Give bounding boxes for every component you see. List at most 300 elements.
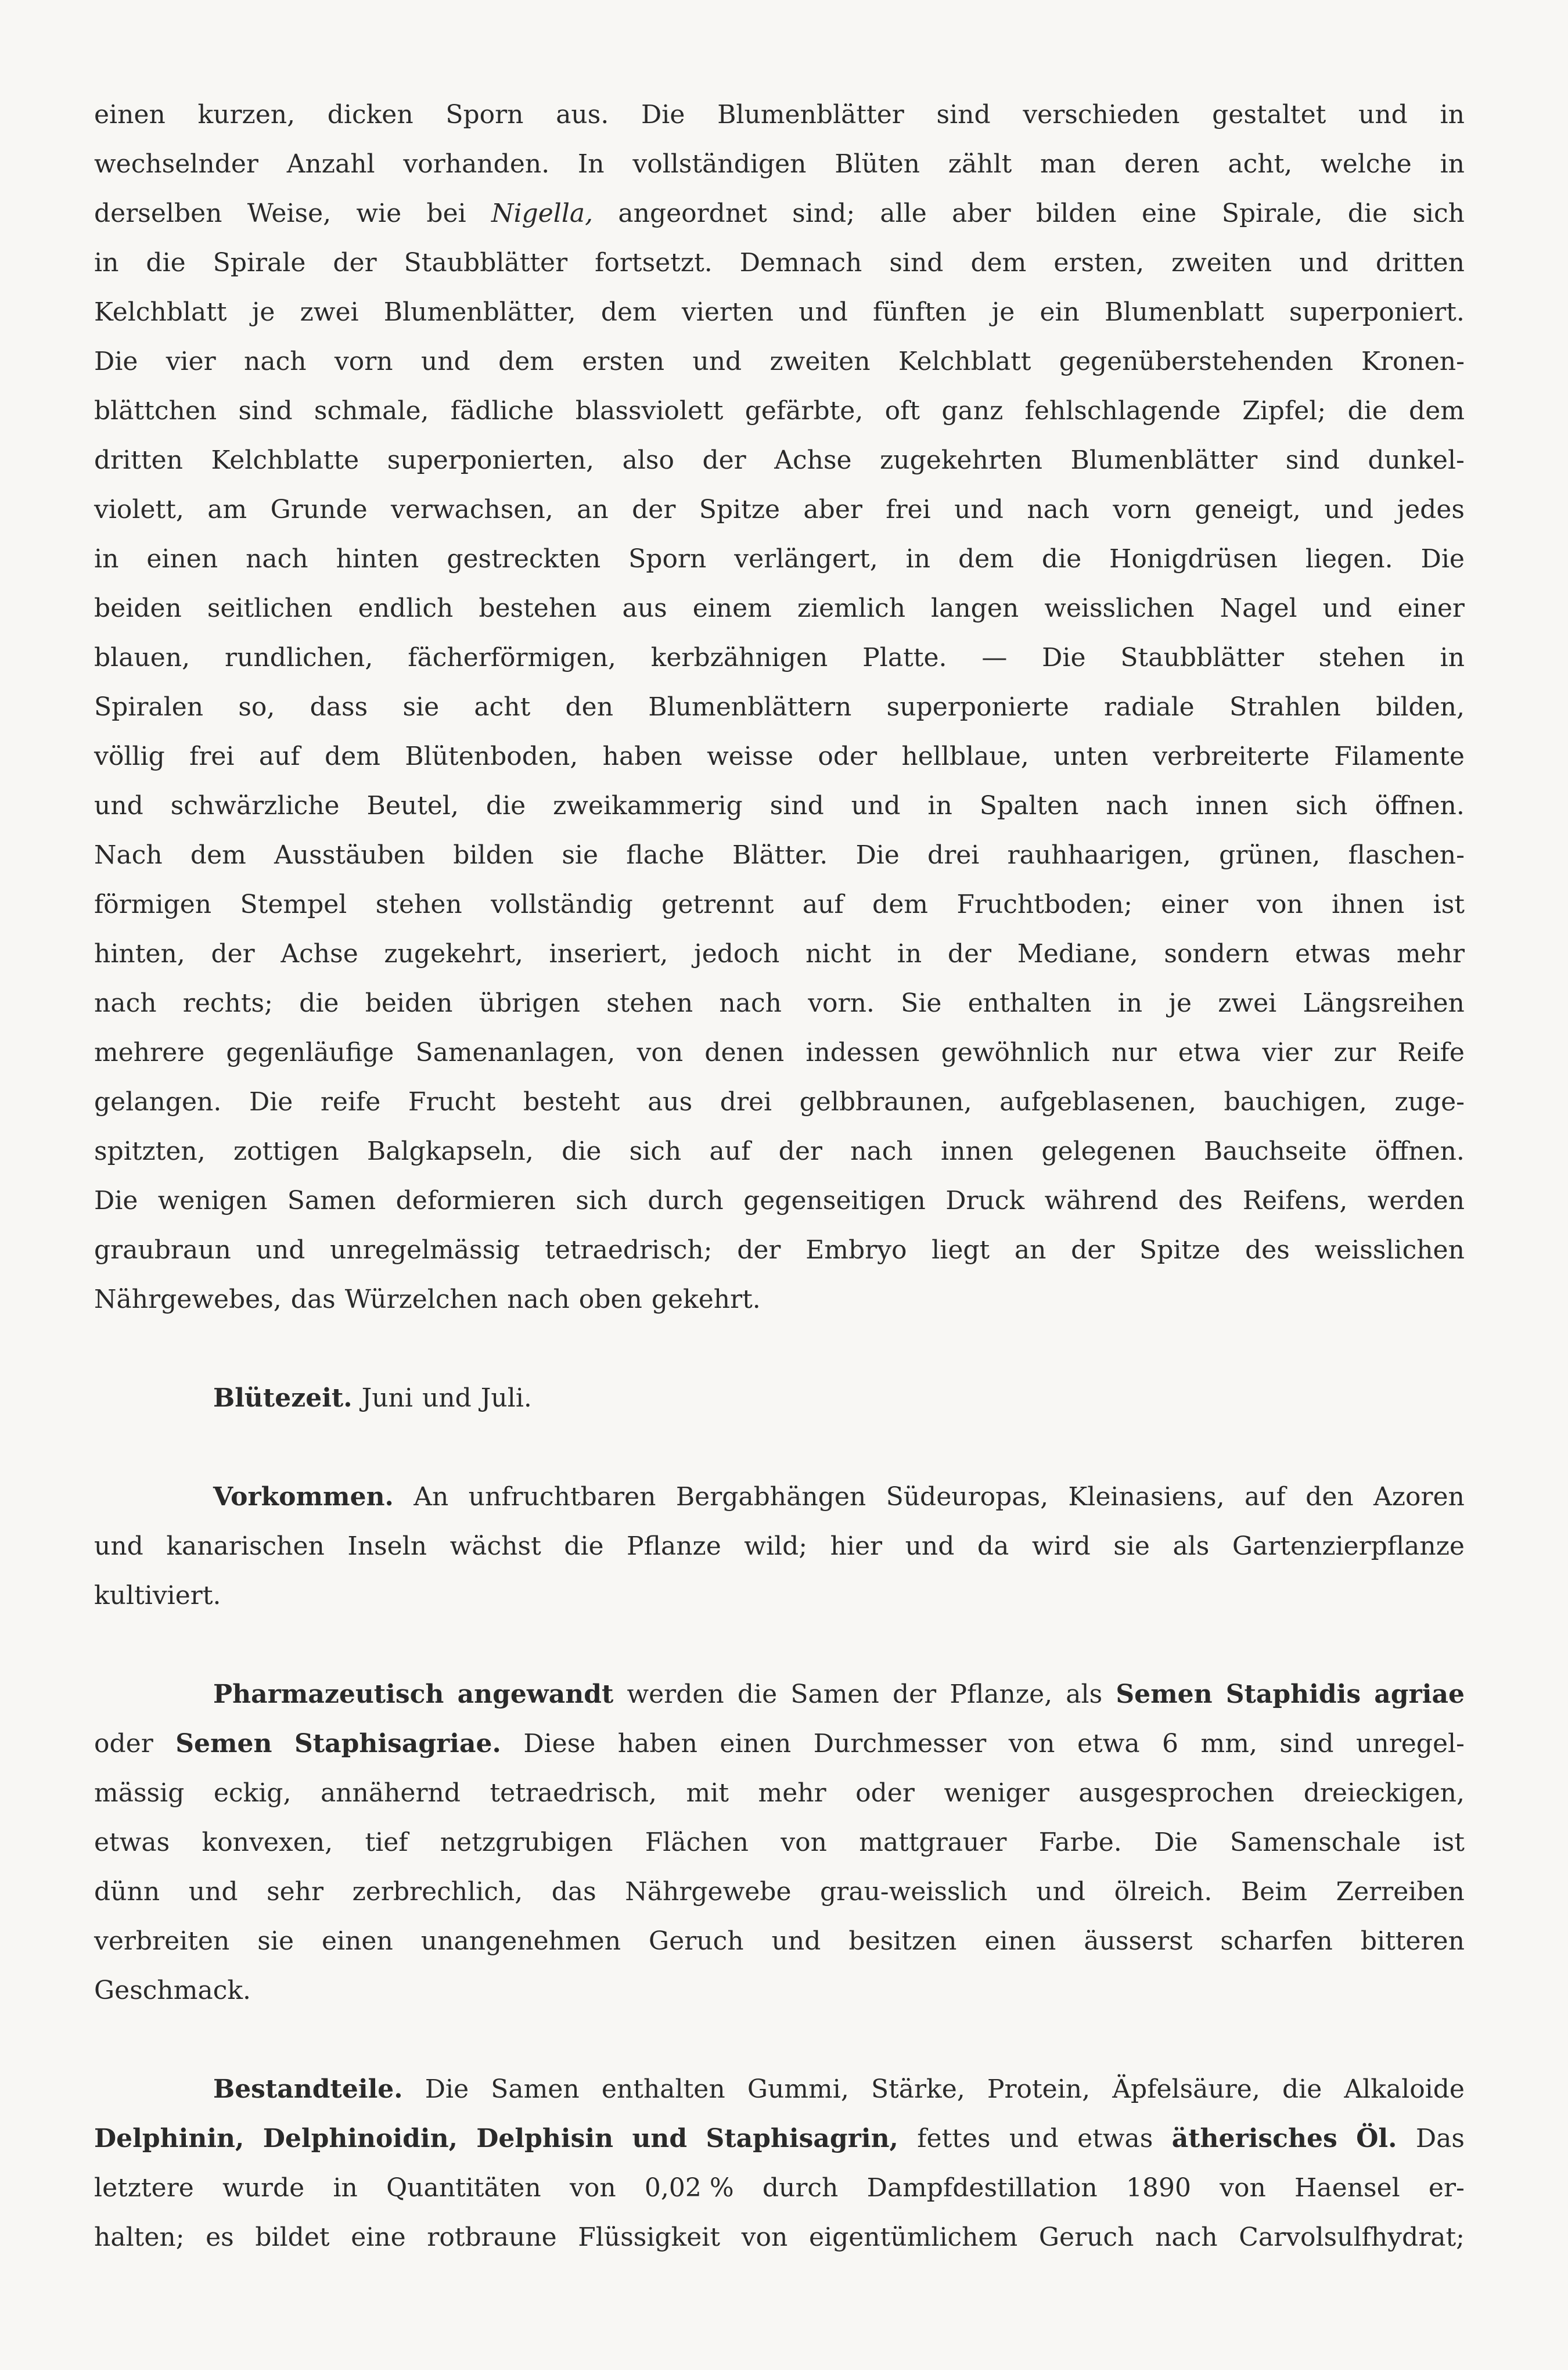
- word: Die: [249, 1087, 293, 1117]
- word: dem: [600, 297, 657, 327]
- word: blauen,: [94, 643, 190, 672]
- text-line: [94, 584, 1465, 633]
- word: durch: [762, 2173, 839, 2203]
- word: sie: [257, 1926, 294, 1956]
- word: aber: [952, 199, 1011, 228]
- word: ölreich.: [1114, 1877, 1213, 1907]
- word: nach: [507, 1285, 570, 1314]
- word: einen: [984, 1926, 1056, 1956]
- text-line: [94, 287, 1465, 337]
- word: also: [622, 445, 674, 475]
- word: zweiten: [769, 347, 871, 376]
- word: beiden: [365, 988, 453, 1018]
- paragraph-gap: [94, 2015, 1465, 2065]
- text-line: [94, 2065, 1465, 2114]
- text-line: [94, 682, 1465, 732]
- word: und: [1299, 248, 1348, 278]
- word: Diese: [523, 1729, 596, 1758]
- word: Sporn: [445, 100, 524, 130]
- word: Blätter.: [732, 840, 828, 870]
- word: Blumenblätter: [1070, 445, 1258, 475]
- word: Samen: [287, 1186, 376, 1215]
- word: in: [905, 544, 931, 574]
- word: verwachsen,: [391, 495, 553, 524]
- word: spitzten,: [94, 1137, 206, 1166]
- word: violett,: [94, 495, 184, 524]
- word: oder: [94, 1729, 153, 1758]
- word: annähernd: [320, 1778, 461, 1808]
- word: Zipfel;: [1242, 396, 1326, 426]
- word: und: [1322, 594, 1372, 623]
- word: vollständig: [491, 890, 633, 919]
- word: nach: [94, 988, 157, 1018]
- word: sind: [1285, 445, 1340, 475]
- word: rauhhaarigen,: [1007, 840, 1191, 870]
- word: zwei: [300, 297, 359, 327]
- word: zuge-: [1394, 1087, 1465, 1117]
- word: Nährgewebe: [625, 1877, 792, 1907]
- word: bitteren: [1360, 1926, 1465, 1956]
- word: Gummi,: [747, 2074, 849, 2104]
- word: zerbrechlich,: [352, 1877, 523, 1907]
- word: des: [1245, 1235, 1290, 1265]
- word: fädliche: [450, 396, 554, 426]
- word: etwas: [94, 1828, 170, 1857]
- word: den: [1306, 1482, 1354, 1512]
- word: zählt: [948, 149, 1012, 179]
- word: Dampfdestillation: [866, 2173, 1098, 2203]
- word: des: [1178, 1186, 1223, 1215]
- word: Achse: [280, 939, 358, 969]
- text-line: [94, 1867, 1465, 1916]
- word: hier: [830, 1531, 883, 1561]
- word: vollständigen: [632, 149, 807, 179]
- word: ätherisches: [1171, 2124, 1337, 2153]
- word: zur: [1333, 1038, 1376, 1067]
- word: übrigen: [479, 988, 580, 1018]
- word: auf: [258, 742, 300, 771]
- word: inseriert,: [549, 939, 668, 969]
- word: wird: [1031, 1531, 1091, 1561]
- text-line: [94, 1127, 1465, 1176]
- word: verbreiten: [94, 1926, 230, 1956]
- word: Samen: [790, 1680, 879, 1709]
- text-line: [94, 386, 1465, 436]
- word: er-: [1428, 2173, 1465, 2203]
- word: letztere: [94, 2173, 194, 2203]
- word: Fruchtboden;: [956, 890, 1132, 919]
- word: Die: [1154, 1828, 1198, 1857]
- word: dunkel-: [1368, 445, 1465, 475]
- word: getrennt: [661, 890, 774, 919]
- word: Kelchblatt: [898, 347, 1031, 376]
- word: Die: [855, 840, 900, 870]
- word: der: [702, 445, 746, 475]
- word: von: [781, 1828, 827, 1857]
- word: flaschen-: [1348, 840, 1465, 870]
- word: besitzen: [848, 1926, 957, 1956]
- word: Bestandteile.: [213, 2074, 403, 2104]
- word: dem: [958, 544, 1014, 574]
- word: Delphinin,: [94, 2124, 244, 2153]
- word: 6: [1162, 1729, 1179, 1758]
- word: sind: [889, 248, 944, 278]
- word: Kronen-: [1361, 347, 1465, 376]
- word: liegen.: [1305, 544, 1393, 574]
- word: wie: [356, 199, 402, 228]
- word: nur: [1111, 1038, 1157, 1067]
- text-line: [94, 2114, 1465, 2163]
- word: wild;: [744, 1531, 808, 1561]
- paragraph-gap: [94, 1620, 1465, 1670]
- word: dem: [190, 840, 246, 870]
- word: und: [692, 347, 742, 376]
- word: kerbzähnigen: [650, 643, 828, 672]
- word: der: [947, 939, 992, 969]
- word: unangenehmen: [420, 1926, 621, 1956]
- word: frei: [189, 742, 235, 771]
- word: Sporn: [628, 544, 707, 574]
- word: und: [256, 1235, 305, 1265]
- word: und: [954, 495, 1004, 524]
- word: ein: [1040, 297, 1080, 327]
- word: dreieckigen,: [1303, 1778, 1465, 1808]
- word: beiden: [94, 594, 182, 623]
- word: und: [905, 1531, 955, 1561]
- word: oder: [855, 1778, 915, 1808]
- word: 1890: [1125, 2173, 1191, 2203]
- word: geneigt,: [1195, 495, 1301, 524]
- word: man: [1040, 149, 1096, 179]
- word: äusserst: [1084, 1926, 1193, 1956]
- word: mehr: [1396, 939, 1465, 969]
- word: derselben: [94, 199, 222, 228]
- word: Honigdrüsen: [1109, 544, 1278, 574]
- word: superponierte: [886, 692, 1069, 722]
- word: in: [94, 544, 119, 574]
- word: kanarischen: [166, 1531, 325, 1561]
- word: Ausstäuben: [274, 840, 426, 870]
- word: jedes: [1397, 495, 1465, 524]
- word: drei: [720, 1087, 772, 1117]
- word: die: [1347, 199, 1388, 228]
- word: vier: [166, 347, 216, 376]
- paragraph-flower-description: [94, 90, 1465, 1324]
- word: und: [188, 1877, 238, 1907]
- word: angeordnet: [618, 199, 767, 228]
- text-line: [94, 1768, 1465, 1818]
- word: rotbraune: [427, 2222, 557, 2252]
- word: bauchigen,: [1224, 1087, 1367, 1117]
- word: Platte.: [862, 643, 947, 672]
- word: kultiviert.: [94, 1581, 221, 1610]
- word: wenigen: [157, 1186, 268, 1215]
- word: Nach: [94, 840, 163, 870]
- word: tief: [365, 1828, 408, 1857]
- paragraph-vorkommen: [94, 1472, 1465, 1620]
- word: dem: [325, 742, 380, 771]
- word: rundlichen,: [225, 643, 373, 672]
- word: sie: [562, 840, 599, 870]
- word: etwas: [1294, 939, 1371, 969]
- word: den: [565, 692, 614, 722]
- word: in: [1117, 988, 1143, 1018]
- word: einer: [1161, 890, 1228, 919]
- word: gewöhnlich: [941, 1038, 1090, 1067]
- word: sind: [238, 396, 293, 426]
- word: schmale,: [314, 396, 429, 426]
- text-line: [94, 238, 1465, 287]
- word: zweikammerig: [553, 791, 743, 821]
- word: unregelmässig: [330, 1235, 520, 1265]
- word: Spiralen: [94, 692, 204, 722]
- word: Weise,: [247, 199, 332, 228]
- text-line: [94, 1373, 1465, 1423]
- word: Längsreihen: [1303, 988, 1465, 1018]
- word: als: [1066, 1680, 1103, 1709]
- word: Die: [1420, 544, 1465, 574]
- word: in: [333, 2173, 358, 2203]
- word: tetraedrisch,: [490, 1778, 657, 1808]
- word: Staubblätter: [404, 248, 568, 278]
- word: unfruchtbaren: [468, 1482, 656, 1512]
- word: grünen,: [1219, 840, 1321, 870]
- word: einen: [321, 1926, 393, 1956]
- word: an: [577, 495, 609, 524]
- word: Spirale: [213, 248, 306, 278]
- word: verbreiterte: [1153, 742, 1310, 771]
- word: aus: [622, 594, 667, 623]
- word: Kelchblatt: [94, 297, 227, 327]
- word: Alkaloide: [1344, 2074, 1465, 2104]
- word: graubraun: [94, 1235, 231, 1265]
- word: Beutel,: [366, 791, 459, 821]
- word: gelegenen: [1041, 1137, 1176, 1166]
- word: in: [94, 248, 119, 278]
- word: Spirale,: [1221, 199, 1323, 228]
- text-line: [94, 1077, 1465, 1127]
- word: und: [1036, 1877, 1086, 1907]
- word: ist: [1433, 1828, 1465, 1857]
- word: flache: [626, 840, 704, 870]
- word: alle: [880, 199, 927, 228]
- word: einen: [94, 100, 166, 130]
- text-line: [94, 1916, 1465, 1966]
- word: von: [636, 1038, 684, 1067]
- word: völlig: [94, 742, 165, 771]
- word: verlängert,: [734, 544, 878, 574]
- word: weisslichen: [1044, 594, 1195, 623]
- word: Spitze: [699, 495, 781, 524]
- word: von: [569, 2173, 616, 2203]
- word: Die: [94, 347, 138, 376]
- word: wechselnder: [94, 149, 258, 179]
- word: die: [299, 988, 339, 1018]
- word: Reifens,: [1242, 1186, 1348, 1215]
- word: innen: [1195, 791, 1268, 821]
- text-line: [94, 436, 1465, 485]
- word: auf: [1244, 1482, 1286, 1512]
- word: blättchen: [94, 396, 217, 426]
- word: an: [1014, 1235, 1046, 1265]
- word: Mediane,: [1017, 939, 1138, 969]
- text-line: [94, 1719, 1465, 1768]
- word: Blüten: [835, 149, 920, 179]
- word: vorn: [334, 347, 393, 376]
- word: Embryo: [805, 1235, 907, 1265]
- word: denen: [704, 1038, 785, 1067]
- word: sie: [402, 692, 440, 722]
- word: Spalten: [979, 791, 1079, 821]
- word: ziemlich: [797, 594, 906, 623]
- word: gelbbraunen,: [799, 1087, 972, 1117]
- word: Reife: [1397, 1038, 1465, 1067]
- word: und: [851, 791, 901, 821]
- word: drei: [927, 840, 980, 870]
- word: der: [737, 1235, 781, 1265]
- word: 0,02 %: [644, 2173, 734, 2203]
- word: vorn.: [808, 988, 875, 1018]
- word: Anzahl: [286, 149, 375, 179]
- word: seitlichen: [207, 594, 333, 623]
- word: sondern: [1164, 939, 1269, 969]
- word: aber: [803, 495, 862, 524]
- word: der: [333, 248, 377, 278]
- word: liegt: [932, 1235, 990, 1265]
- word: Haensel: [1294, 2173, 1400, 2203]
- word: etwas: [1077, 2124, 1153, 2153]
- word: Samen: [491, 2074, 580, 2104]
- word: mässig: [94, 1778, 185, 1808]
- word: scharfen: [1220, 1926, 1333, 1956]
- word: konvexen,: [202, 1828, 333, 1857]
- word: Blütenboden,: [405, 742, 578, 771]
- word: oben: [578, 1285, 642, 1314]
- word: enthalten: [601, 2074, 725, 2104]
- word: in: [897, 939, 922, 969]
- word: dritten: [94, 445, 184, 475]
- word: innen: [941, 1137, 1014, 1166]
- word: die: [485, 791, 526, 821]
- word: Achse: [774, 445, 852, 475]
- text-line: [94, 1028, 1465, 1077]
- word: da: [977, 1531, 1009, 1561]
- word: je: [1168, 988, 1192, 1018]
- word: bei: [426, 199, 466, 228]
- word: sich: [1295, 791, 1348, 821]
- word: nach: [246, 544, 308, 574]
- word: einem: [692, 594, 772, 623]
- word: die: [737, 1680, 778, 1709]
- word: etwa: [1077, 1729, 1140, 1758]
- word: reife: [320, 1087, 381, 1117]
- word: —: [981, 643, 1008, 672]
- word: sich: [576, 1186, 628, 1215]
- paragraph-pharmazeutisch: [94, 1670, 1465, 2015]
- word: Staphisagriae.: [294, 1729, 501, 1758]
- word: fortsetzt.: [595, 248, 713, 278]
- word: durch: [648, 1186, 724, 1215]
- word: der: [892, 1680, 937, 1709]
- paragraph-gap: [94, 1423, 1465, 1472]
- text-line: [94, 337, 1465, 386]
- word: radiale: [1103, 692, 1195, 722]
- word: fettes: [917, 2124, 991, 2153]
- word: eine: [351, 2222, 406, 2252]
- word: ihnen: [1332, 890, 1405, 919]
- word: mit: [686, 1778, 729, 1808]
- word: auf: [802, 890, 844, 919]
- word: der: [211, 939, 255, 969]
- word: tetraedrisch;: [545, 1235, 713, 1265]
- word: zottigen: [233, 1137, 339, 1166]
- word: Geschmack.: [94, 1976, 251, 2005]
- word: Balgkapseln,: [366, 1137, 534, 1166]
- word: Blumenblättern: [648, 692, 852, 722]
- word: deren: [1124, 149, 1200, 179]
- word: dicken: [327, 100, 413, 130]
- word: weniger: [944, 1778, 1049, 1808]
- word: einen: [146, 544, 218, 574]
- text-line: [94, 1176, 1465, 1225]
- paragraph-bluetezeit: [94, 1373, 1465, 1423]
- text-line: [94, 2163, 1465, 2213]
- word: Pharmazeutisch: [213, 1680, 444, 1709]
- word: ersten,: [1053, 248, 1145, 278]
- word: von: [1220, 2173, 1266, 2203]
- word: und: [799, 297, 848, 327]
- word: Würzelchen: [344, 1285, 498, 1314]
- word: sind: [936, 100, 991, 130]
- word: grau-weisslich: [820, 1877, 1008, 1907]
- word: Blumenblätter,: [383, 297, 576, 327]
- word: Südeuropas,: [886, 1482, 1049, 1512]
- word: je: [251, 297, 275, 327]
- word: Semen: [175, 1729, 272, 1758]
- word: nicht: [805, 939, 872, 969]
- word: Samenschale: [1229, 1828, 1401, 1857]
- word: der: [632, 495, 676, 524]
- word: Grunde: [270, 495, 368, 524]
- word: in: [927, 791, 952, 821]
- word: gelangen.: [94, 1087, 222, 1117]
- word: vierten: [681, 297, 774, 327]
- text-line: [94, 534, 1465, 584]
- text-line: [94, 189, 1465, 238]
- word: Spitze: [1139, 1235, 1221, 1265]
- word: Die: [1042, 643, 1086, 672]
- word: von: [1257, 890, 1303, 919]
- word: mm,: [1200, 1729, 1257, 1758]
- word: Juni: [361, 1383, 413, 1413]
- word: Nigella,: [491, 199, 594, 228]
- word: sehr: [267, 1877, 324, 1907]
- word: Azoren: [1373, 1482, 1465, 1512]
- text-line: [94, 1472, 1465, 1522]
- word: haben: [617, 1729, 697, 1758]
- word: sich: [1412, 199, 1465, 228]
- word: nach: [1106, 791, 1168, 821]
- word: werden: [1367, 1186, 1465, 1215]
- word: Pflanze,: [950, 1680, 1053, 1709]
- word: nach: [1027, 495, 1089, 524]
- word: der: [778, 1137, 822, 1166]
- word: Die: [94, 1186, 138, 1215]
- word: Blütezeit.: [213, 1383, 353, 1413]
- word: in: [1440, 100, 1465, 130]
- word: Äpfelsäure,: [1112, 2074, 1260, 2104]
- word: Strahlen: [1229, 692, 1341, 722]
